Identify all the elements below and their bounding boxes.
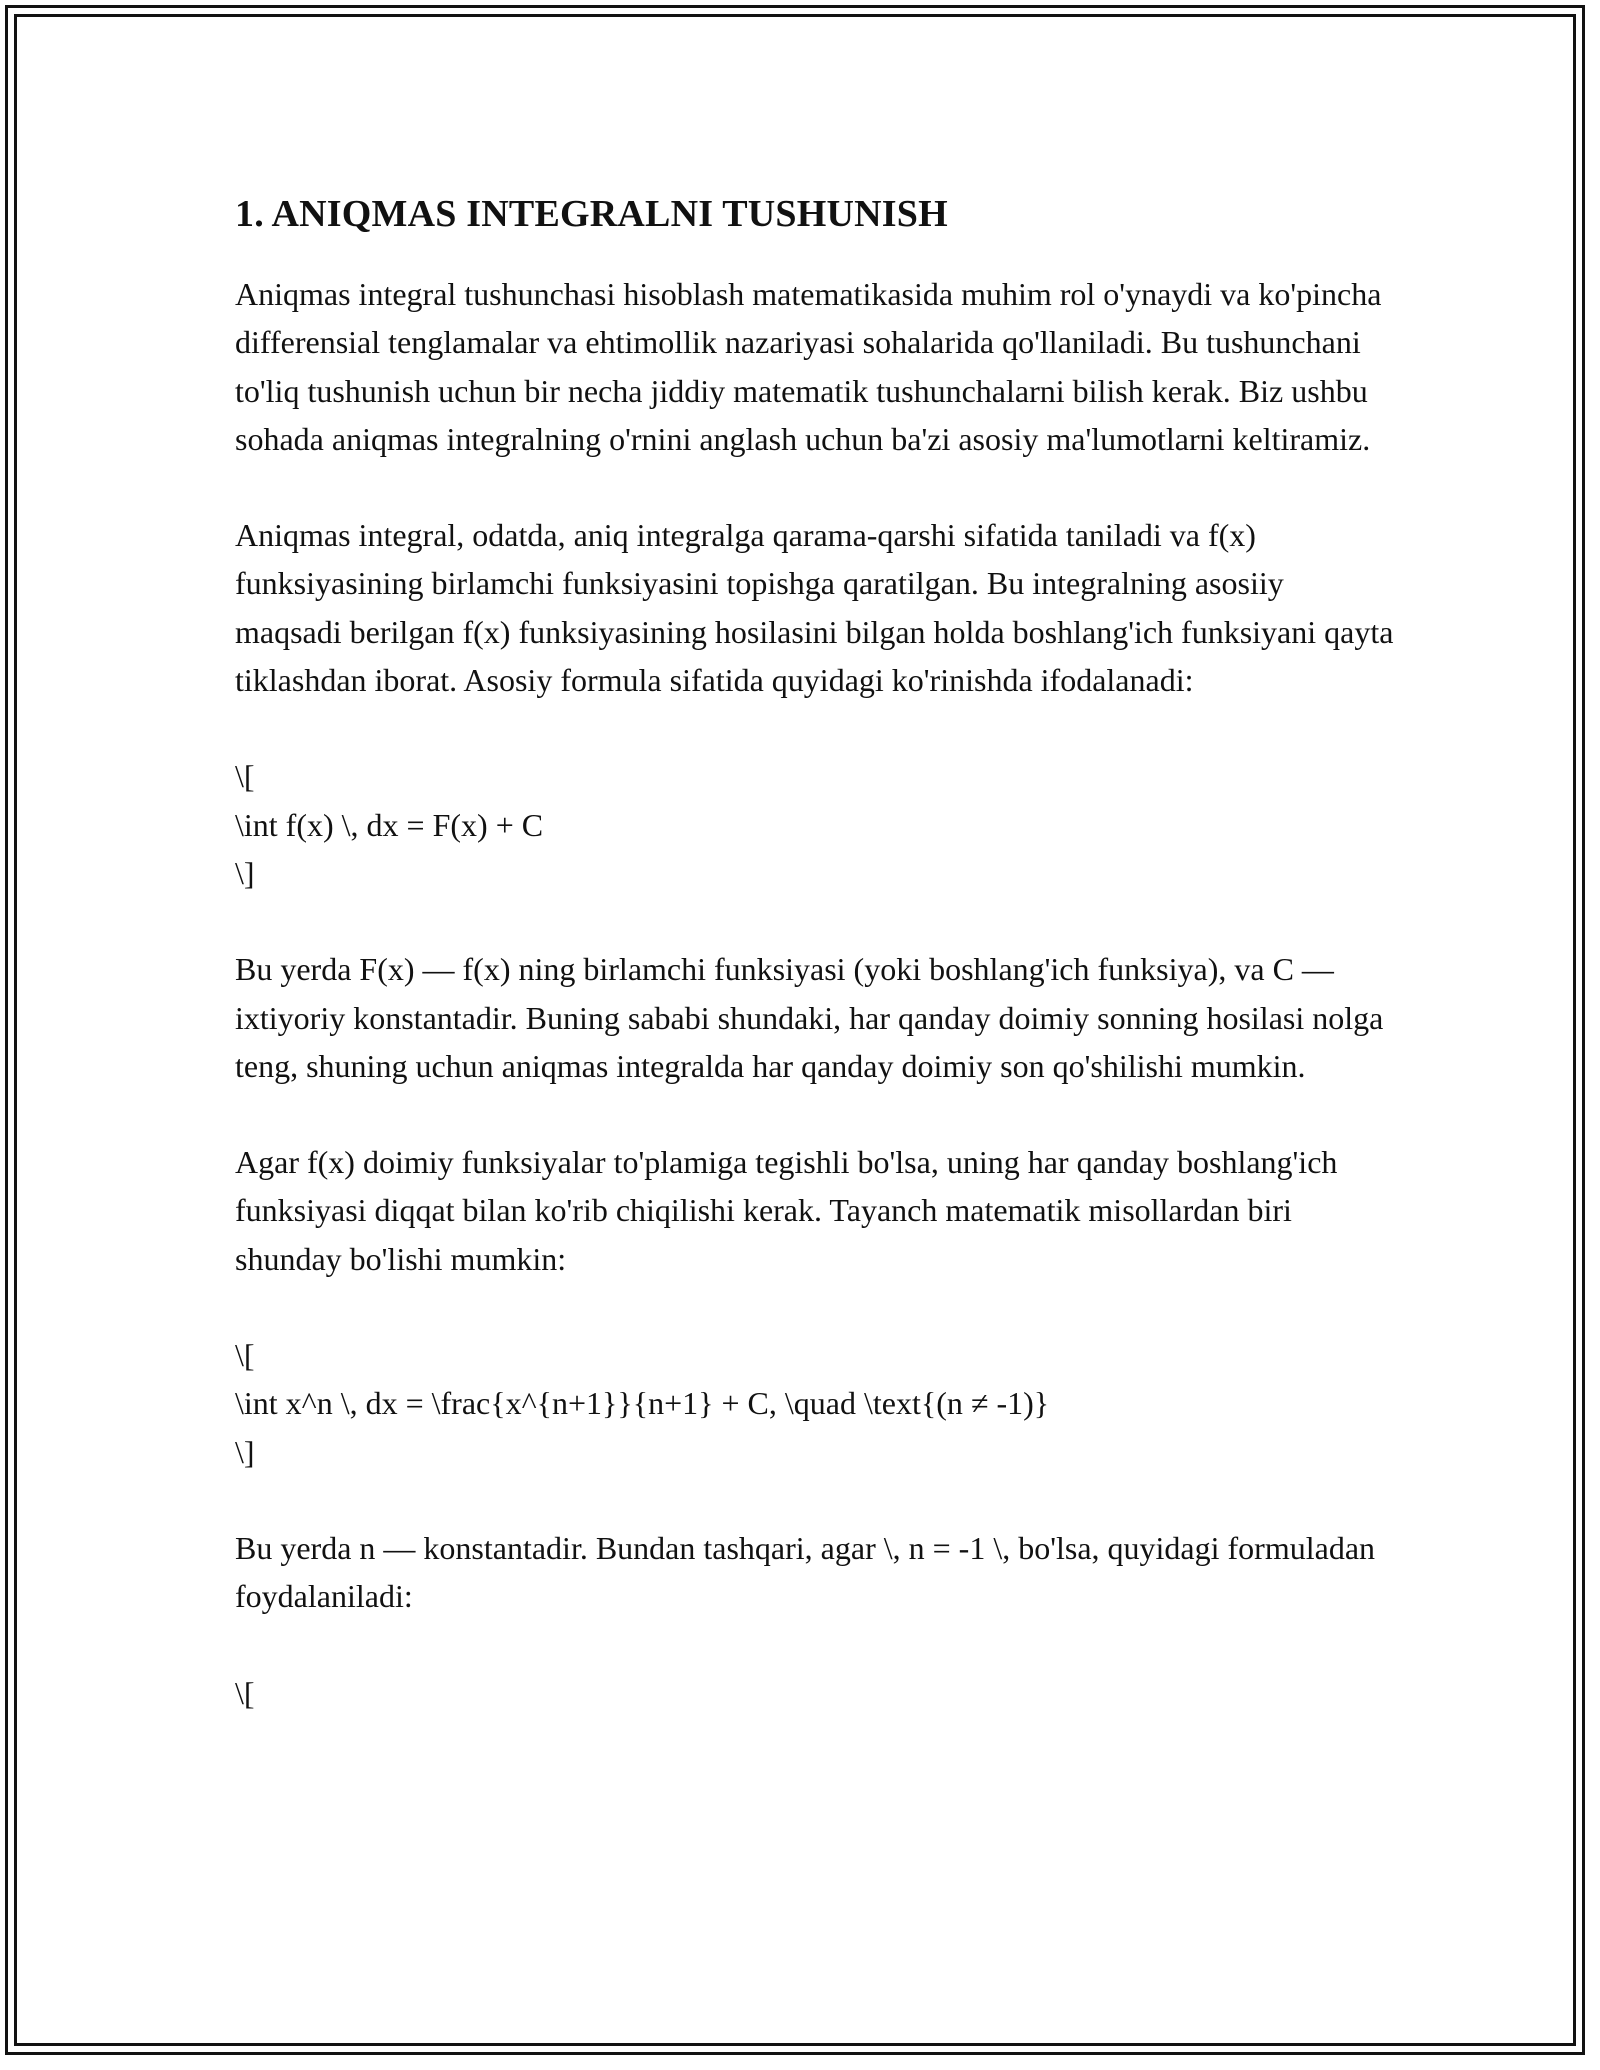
formula-body: \int f(x) \, dx = F(x) + C xyxy=(235,806,544,843)
paragraph-special-case: Bu yerda n — konstantadir. Bundan tashqari, agar \, n = -1 \, bo'lsa, quyidagi formuladan foydalaniladi: xyxy=(235,1529,1376,1615)
formula-open-delimiter: \[ xyxy=(235,1674,255,1711)
paragraph-definition: Aniqmas integral, odatda, aniq integralga qarama-qarshi sifatida taniladi va f(x) funksiyasining birlamchi funksiyasini topishga qaratilgan. Bu integralning asosiiy maqsadi berilgan f(x) funksiyasining hosilasini bilgan holda boshlang'ich funksiyani qayta tiklashdan iborat. Asosiy formula sifatida quyidagi ko'rinishda ifodalanadi: xyxy=(235,517,1394,699)
formula-close-delimiter: \] xyxy=(235,854,255,891)
section-heading: 1. ANIQMAS INTEGRALNI TUSHUNISH xyxy=(235,193,948,235)
formula-block-power-rule xyxy=(235,1331,1395,1476)
formula-body: \int x^n \, dx = \frac{x^{n+1}}{n+1} + C, \quad \text{(n ≠ -1)} xyxy=(235,1385,1050,1422)
formula-close-delimiter: \] xyxy=(235,1433,255,1470)
formula-open-delimiter: \[ xyxy=(235,758,255,795)
document-page xyxy=(235,180,1395,1765)
paragraph-intro: Aniqmas integral tushunchasi hisoblash matematikasida muhim rol o'ynaydi va ko'pincha differensial tenglamalar va ehtimollik nazariyasi sohalarida qo'llaniladi. Bu tushunchani to'liq tushunish uchun bir necha jiddiy matematik tushunchalarni bilish kerak. Biz ushbu sohada aniqmas integralning o'rnini anglash uchun ba'zi asosiy ma'lumotlarni keltiramiz. xyxy=(235,276,1382,457)
paragraph-explanation: Bu yerda F(x) — f(x) ning birlamchi funksiyasi (yoki boshlang'ich funksiya), va C — ixtiyoriy konstantadir. Buning sababi shundaki, har qanday doimiy sonning hosilasi nolga teng, shuning uchun aniqmas integralda har qanday doimiy son qo'shilishi mumkin. xyxy=(235,951,1384,1084)
formula-block-truncated xyxy=(235,1669,1395,1717)
paragraph-example-intro: Agar f(x) doimiy funksiyalar to'plamiga tegishli bo'lsa, uning har qanday boshlang'ich funksiyasi diqqat bilan ko'rib chiqilishi kerak. Tayanch matematik misollardan biri shunday bo'lishi mumkin: xyxy=(235,1144,1338,1277)
formula-open-delimiter: \[ xyxy=(235,1337,255,1374)
formula-block-basic xyxy=(235,752,1395,897)
